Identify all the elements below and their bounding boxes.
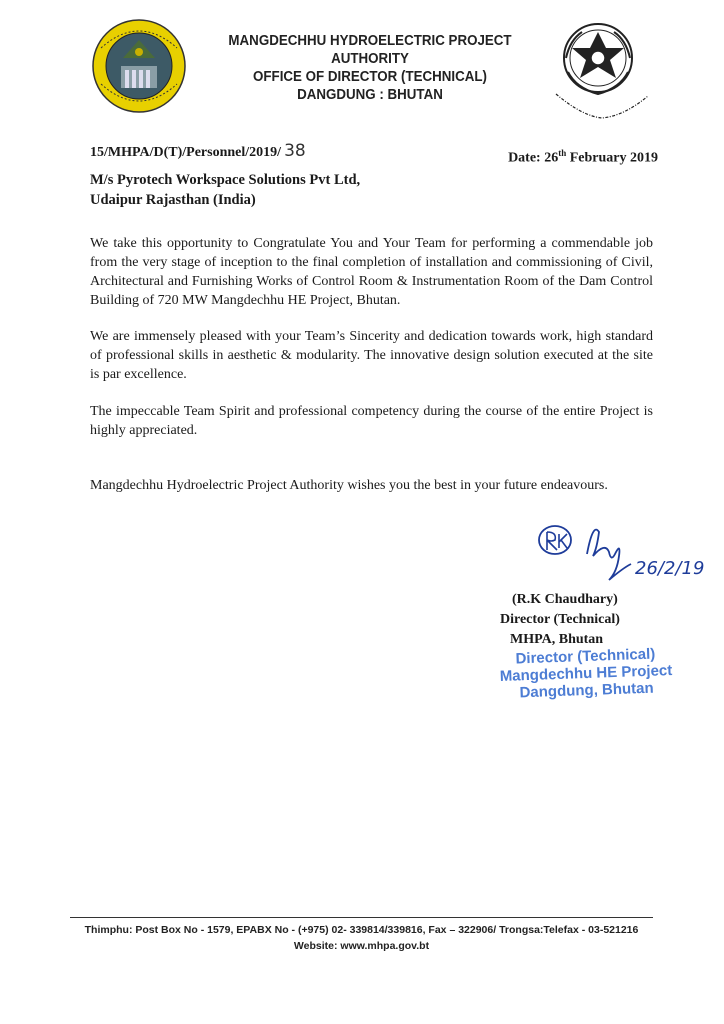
handwritten-ref: 38 bbox=[284, 141, 306, 161]
letterhead-title bbox=[204, 32, 535, 104]
signature-date: 26/2/19 bbox=[635, 558, 705, 579]
footer-divider bbox=[70, 917, 653, 918]
footer-contact: Thimphu: Post Box No - 1579, EPABX No - (+975) 02- 339814/339816, Fax – 322906/ Trongsa:Telefax - 03-521216 bbox=[84, 924, 639, 936]
official-stamp: Director (Technical) Mangdechhu HE Project Dangdung, Bhutan bbox=[499, 645, 673, 702]
signature-block bbox=[500, 590, 620, 650]
office-location: DANGDUNG : BHUTAN bbox=[297, 87, 443, 103]
paragraph-2: We are immensely pleased with your Team’s Sincerity and dedication towards work, high standard of professional skills in aesthetic & modularity. The innovative design solution executed at the site is par excellence. bbox=[90, 329, 653, 382]
letter-date: Date: 26th February 2019 bbox=[508, 148, 658, 166]
office-name: OFFICE OF DIRECTOR (TECHNICAL) bbox=[253, 69, 487, 85]
addressee: M/s Pyrotech Workspace Solutions Pvt Ltd, Udaipur Rajasthan (India) bbox=[90, 172, 361, 208]
signatory-title: Director (Technical) bbox=[500, 612, 620, 627]
signatory-name: (R.K Chaudhary) bbox=[512, 592, 618, 607]
paragraph-3: The impeccable Team Spirit and professional competency during the course of the entire Project is highly appreciated. bbox=[90, 404, 653, 438]
paragraph-4: Mangdechhu Hydroelectric Project Authority wishes you the best in your future endeavours. bbox=[90, 478, 608, 493]
mhpa-logo bbox=[91, 18, 187, 114]
footer-website: Website: www.mhpa.gov.bt bbox=[293, 940, 430, 952]
signatory-org: MHPA, Bhutan bbox=[510, 632, 604, 647]
paragraph-1: We take this opportunity to Congratulate You and Your Team for performing a commendable job from the very stage of inception to the final completion of installation and commissioning of Civil, Architectural and Furnishing Works of Control Room & Instrumentation Room of the Dam Control Building of 720 MW Mangdechhu HE Project, Bhutan. bbox=[90, 236, 653, 308]
reference-number: 15/MHPA/D(T)/Personnel/2019/ 38 bbox=[90, 141, 306, 161]
org-name: MANGDECHHU HYDROELECTRIC PROJECT AUTHORITY bbox=[228, 33, 512, 67]
emblem-script-caption bbox=[552, 86, 652, 122]
letter-footer bbox=[70, 922, 653, 954]
